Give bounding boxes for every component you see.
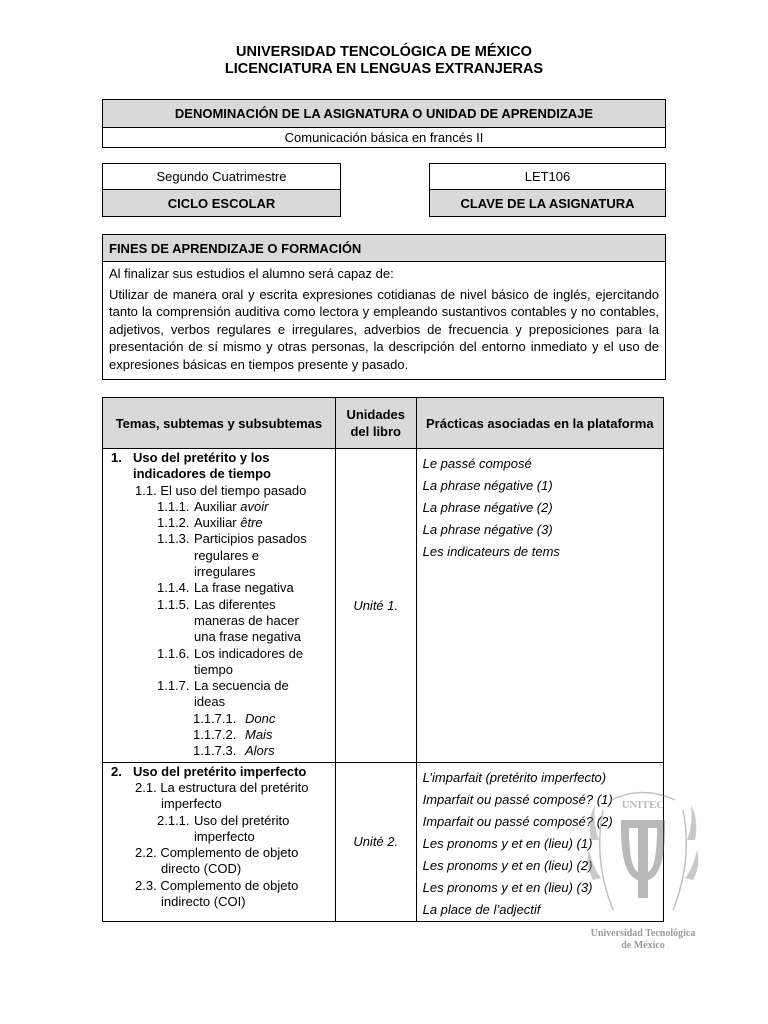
learning-goals-text: Utilizar de manera oral y escrita expresiones cotidianas de nivel básico de inglés, ejercitando tanto la comprensión auditiva como lectora y empleando sustantivos contables y no contables, adjetivos, verbos regulares e irregulares, adverbios de frecuencia y preposiciones para la presentación de sí mismo y otras personas, la descripción del entorno inmediato y el uso de expresiones básicas en tiempos presente y pasado. <box>109 286 659 372</box>
subsubtopic: 2.1.1. Uso del pretérito imperfecto <box>157 812 290 844</box>
university-title: UNIVERSIDAD TENCOLÓGICA DE MÉXICO <box>236 44 532 60</box>
subsubsubtopic: 1.1.7.3. Alors <box>193 743 275 759</box>
unitec-seal-logo <box>583 780 703 950</box>
practice-item: La phrase négative (3) <box>422 522 553 537</box>
table-header-row <box>103 398 664 449</box>
practice-item: L’imparfait (pretérito imperfecto) <box>422 769 607 785</box>
subsubtopic: 1.1.4. La frase negativa <box>157 580 294 596</box>
practice-item: La phrase négative (1) <box>422 478 553 493</box>
subject-code-box <box>429 163 666 217</box>
subsubtopic: 1.1.3. Participios pasados regulares e irregulares <box>157 531 307 580</box>
practice-item: La phrase négative (2) <box>422 500 553 515</box>
school-cycle-box <box>102 163 341 217</box>
practices-cell <box>416 449 663 763</box>
document-header <box>0 44 768 78</box>
learning-goals-body <box>103 262 665 373</box>
subtopic: 2.3. Complemento de objeto indirecto (COI) <box>135 877 299 910</box>
subject-name-heading: DENOMINACIÓN DE LA ASIGNATURA O UNIDAD DE APRENDIZAJE <box>103 100 665 128</box>
practice-item: Imparfait ou passé composé? (2) <box>422 813 613 829</box>
subsubtopic: 1.1.6. Los indicadores de tiempo <box>157 645 304 677</box>
topic-title: 2. Uso del pretérito imperfecto <box>111 763 307 779</box>
practice-item: Imparfait ou passé composé? (1) <box>422 791 613 807</box>
subsubtopic: 1.1.7. La secuencia de ideas <box>157 678 289 710</box>
subtopic: 2.1. La estructura del pretérito imperfecto <box>135 779 309 812</box>
col-header-units: Unidades del libro <box>335 398 416 449</box>
practice-item: Les pronoms y et en (lieu) (1) <box>422 835 593 851</box>
practice-item: Les pronoms y et en (lieu) (3) <box>422 879 593 895</box>
svg-text:UNITEC: UNITEC <box>621 799 665 811</box>
subsubtopic: 1.1.1. Auxiliar avoir <box>157 498 269 514</box>
subsubsubtopic: 1.1.7.2. Mais <box>193 727 273 743</box>
unit-cell: Unité 2. <box>335 762 416 921</box>
subtopic: 2.2. Complemento de objeto directo (COD) <box>135 845 299 877</box>
subject-code-value: LET106 <box>430 164 665 190</box>
topic-title: 1. Uso del pretérito y los indicadores de tiempo <box>111 450 271 482</box>
learning-goals-heading: FINES DE APRENDIZAJE O FORMACIÓN <box>103 235 665 262</box>
practice-item: Le passé composé <box>422 456 532 471</box>
school-cycle-label: CICLO ESCOLAR <box>103 190 340 216</box>
program-title: LICENCIATURA EN LENGUAS EXTRANJERAS <box>224 61 544 77</box>
subsubtopic: 1.1.2. Auxiliar être <box>157 515 263 531</box>
practice-item: Les pronoms y et en (lieu) (2) <box>422 857 593 873</box>
table-row <box>103 762 664 921</box>
col-header-topics: Temas, subtemas y subsubtemas <box>103 398 336 449</box>
subsubtopic: 1.1.5. Las diferentes maneras de hacer una frase negativa <box>157 596 301 645</box>
school-cycle-value: Segundo Cuatrimestre <box>103 164 340 190</box>
watermark-caption: Universidad Tecnológica de México <box>590 928 696 951</box>
subsubsubtopic: 1.1.7.1. Donc <box>193 710 276 726</box>
topics-cell <box>103 449 336 763</box>
subject-code-label: CLAVE DE LA ASIGNATURA <box>430 190 665 216</box>
learning-goals-box <box>102 234 666 380</box>
practice-item: Les indicateurs de tems <box>422 544 560 559</box>
subject-name-value: Comunicación básica en francés II <box>284 130 484 145</box>
practice-item: La place de l’adjectif <box>422 901 541 917</box>
topics-cell <box>103 762 336 921</box>
table-row <box>103 449 664 763</box>
unit-cell: Unité 1. <box>335 449 416 763</box>
col-header-practices: Prácticas asociadas en la plataforma <box>416 398 663 449</box>
topics-table <box>102 397 664 922</box>
subject-name-box <box>102 99 666 148</box>
learning-goals-intro: Al finalizar sus estudios el alumno será capaz de: <box>109 266 394 281</box>
subtopic: 1.1. El uso del tiempo pasado <box>135 482 307 498</box>
